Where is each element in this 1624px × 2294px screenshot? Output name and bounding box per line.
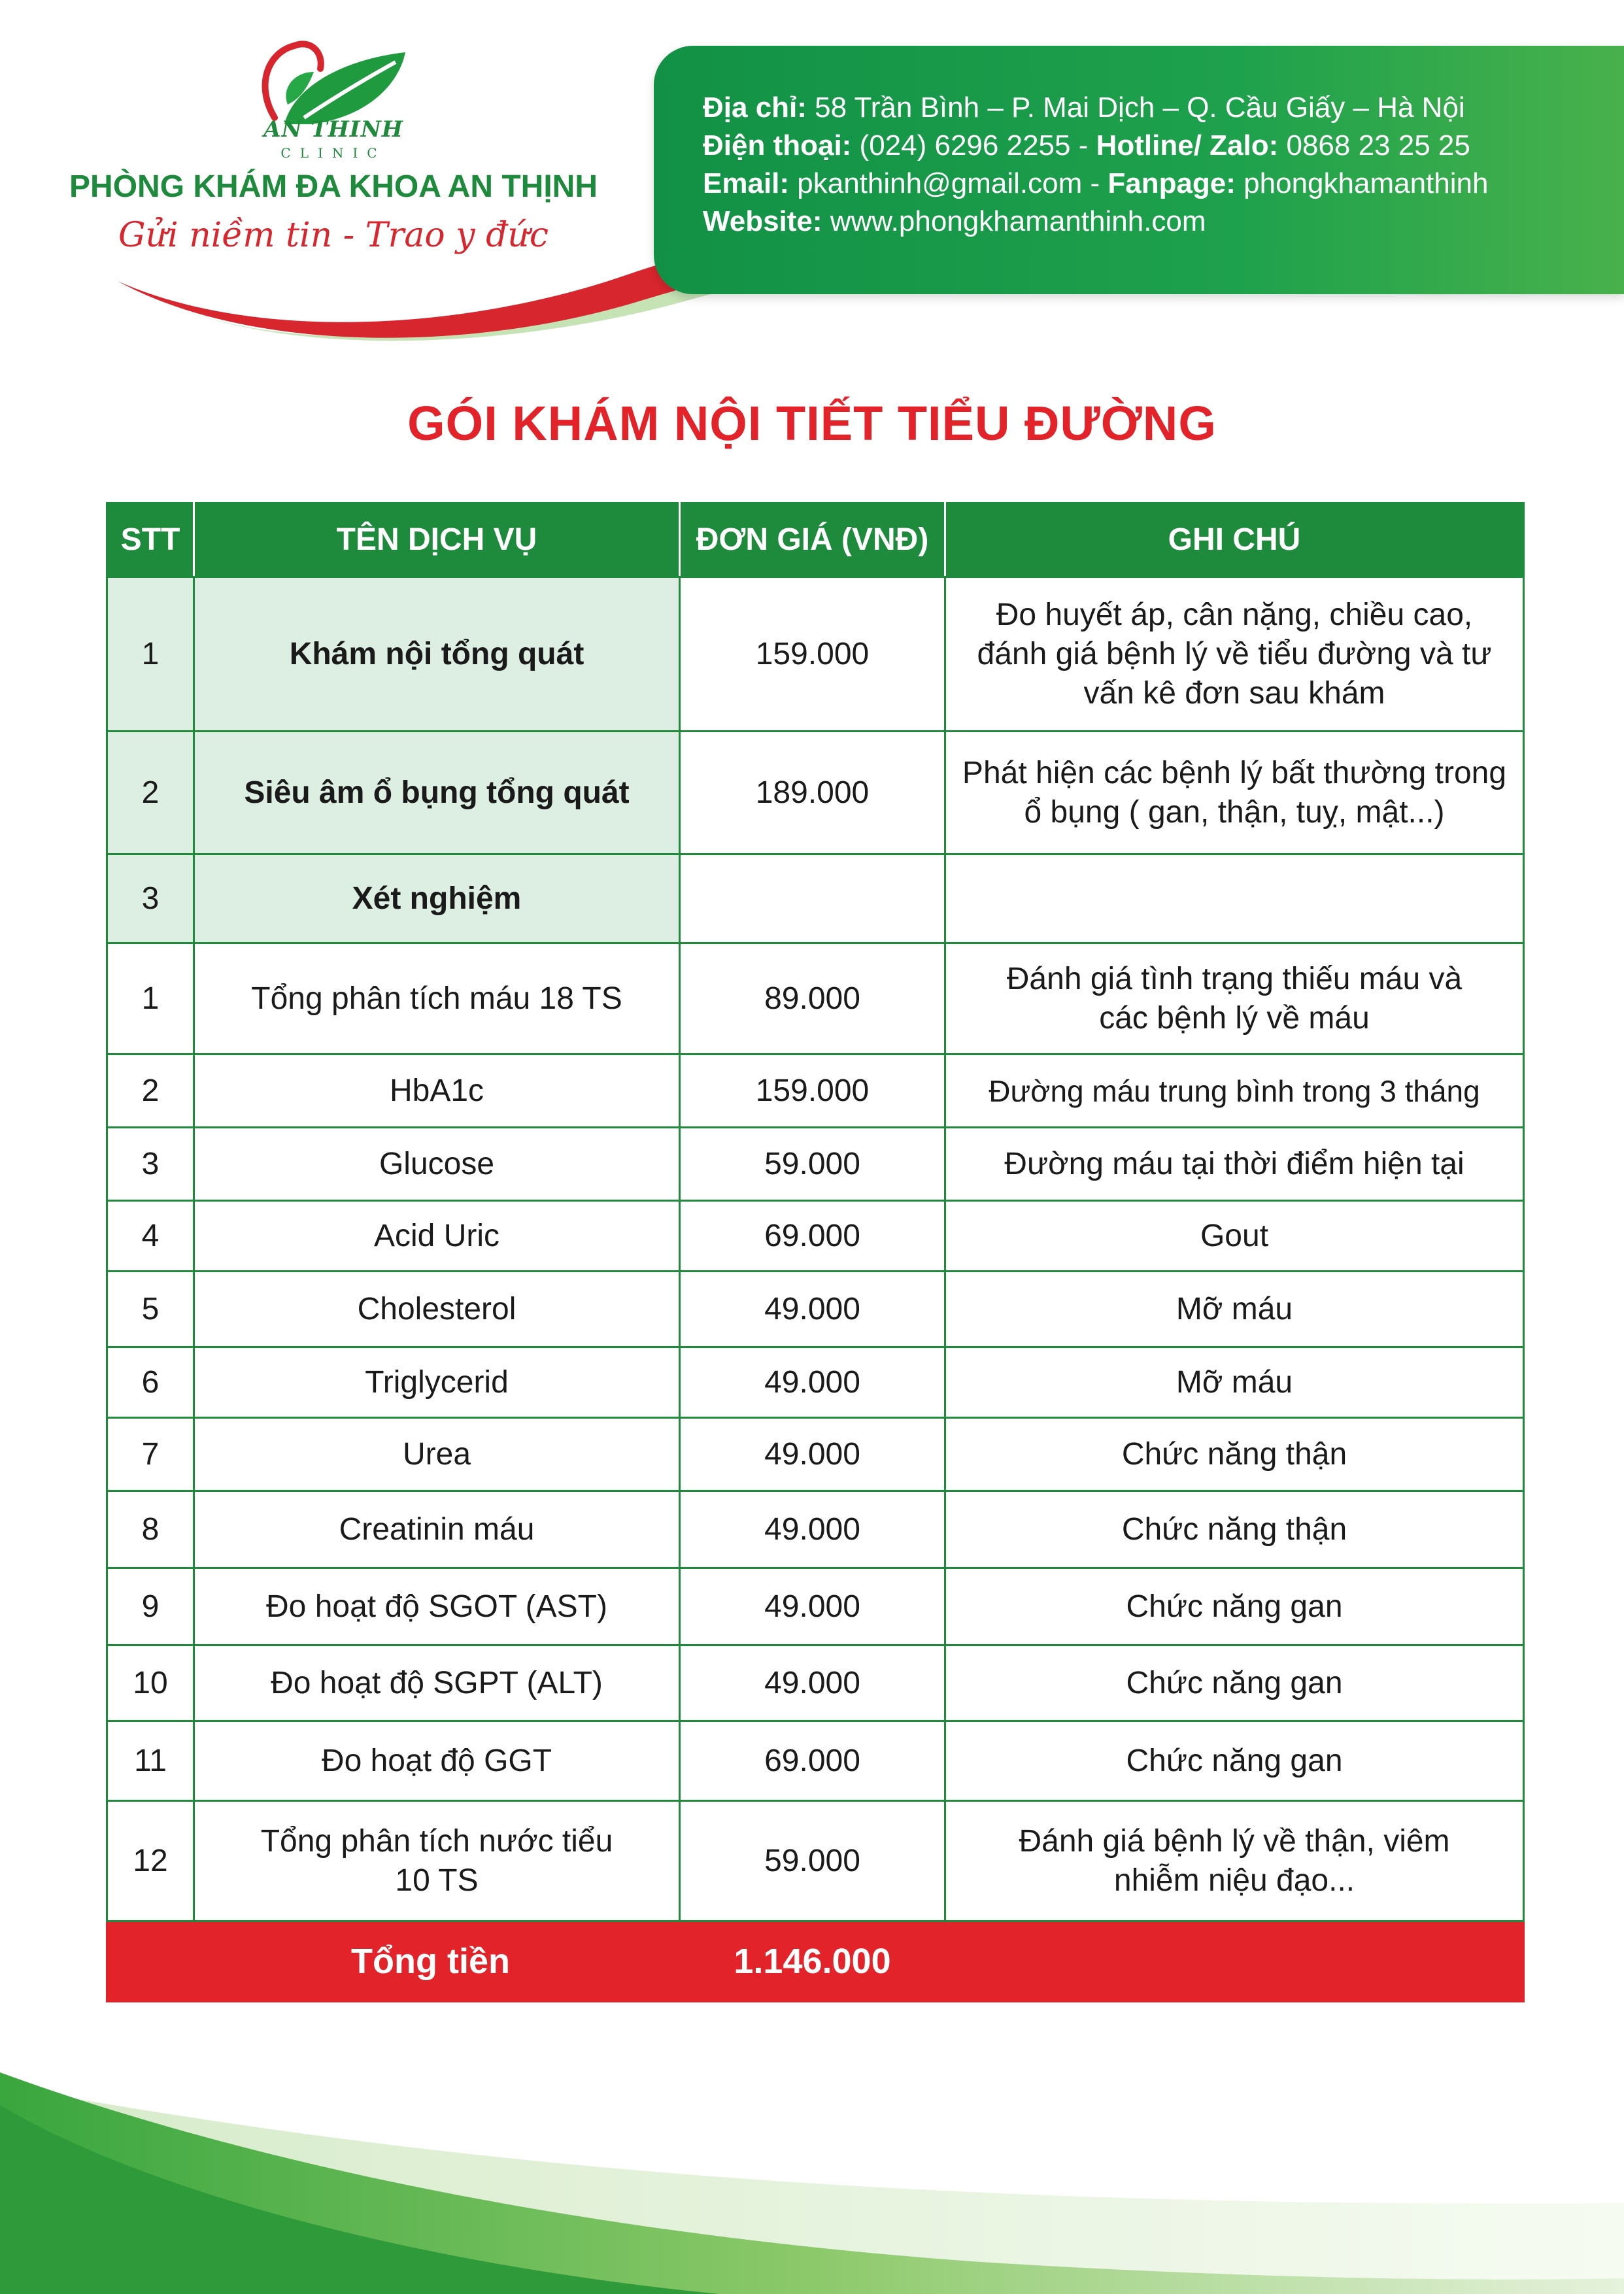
table-row <box>107 1801 1524 1921</box>
cell-price: 49.000 <box>680 1347 945 1418</box>
cell-note: Đo huyết áp, cân nặng, chiều cao, đánh giá bệnh lý về tiểu đường và tư vấn kê đơn sau khám <box>945 577 1524 732</box>
cell-service-name: Đo hoạt độ SGPT (ALT) <box>194 1645 680 1721</box>
cell-stt: 4 <box>107 1201 194 1272</box>
email-line <box>703 167 1488 200</box>
cell-note: Phát hiện các bệnh lý bất thường trong ổ bụng ( gan, thận, tuỵ, mật...) <box>945 732 1524 854</box>
table-row <box>107 1491 1524 1568</box>
cell-note <box>945 854 1524 943</box>
cell-price <box>680 854 945 943</box>
cell-stt: 2 <box>107 732 194 854</box>
header-note: GHI CHÚ <box>945 503 1524 577</box>
table-header-row <box>107 503 1524 577</box>
cell-note: Chức năng gan <box>945 1721 1524 1801</box>
cell-note: Đánh giá tình trạng thiếu máu và các bệnh lý về máu <box>945 943 1524 1054</box>
table-row <box>107 1054 1524 1128</box>
hotline-label: Hotline/ Zalo: <box>1096 129 1279 161</box>
phone-value: (024) 6296 2255 - <box>851 129 1096 161</box>
cell-service-name: Siêu âm ổ bụng tổng quát <box>194 732 680 854</box>
address-line <box>703 92 1465 124</box>
table-row <box>107 732 1524 854</box>
cell-note: Chức năng gan <box>945 1645 1524 1721</box>
total-label: Tổng tiền <box>107 1921 680 2002</box>
cell-service-name: Urea <box>194 1418 680 1491</box>
table-row <box>107 577 1524 732</box>
cell-note: Gout <box>945 1201 1524 1272</box>
address-label: Địa chỉ: <box>703 92 807 124</box>
cell-service-name: Đo hoạt độ SGOT (AST) <box>194 1568 680 1645</box>
cell-service-name: Khám nội tổng quát <box>194 577 680 732</box>
cell-price: 69.000 <box>680 1721 945 1801</box>
cell-stt: 8 <box>107 1491 194 1568</box>
cell-price: 159.000 <box>680 577 945 732</box>
cell-stt: 1 <box>107 943 194 1054</box>
cell-price: 159.000 <box>680 1054 945 1128</box>
cell-stt: 5 <box>107 1272 194 1347</box>
table-row <box>107 1645 1524 1721</box>
total-empty-cell <box>945 1921 1524 2002</box>
cell-stt: 6 <box>107 1347 194 1418</box>
website-label: Website: <box>703 205 822 237</box>
cell-stt: 3 <box>107 1128 194 1201</box>
cell-stt: 11 <box>107 1721 194 1801</box>
footer-wave-decoration <box>0 2014 1624 2294</box>
table-row <box>107 1721 1524 1801</box>
cell-stt: 10 <box>107 1645 194 1721</box>
cell-stt: 3 <box>107 854 194 943</box>
cell-service-name: HbA1c <box>194 1054 680 1128</box>
table-row <box>107 1347 1524 1418</box>
website-line <box>703 205 1206 238</box>
fanpage-value: phongkhamanthinh <box>1235 167 1489 199</box>
email-label: Email: <box>703 167 790 199</box>
table-row <box>107 1568 1524 1645</box>
cell-note: Chức năng thận <box>945 1418 1524 1491</box>
logo-text: AN THINH <box>263 116 403 143</box>
cell-service-name: Đo hoạt độ GGT <box>194 1721 680 1801</box>
cell-note: Đường máu trung bình trong 3 tháng <box>945 1054 1524 1128</box>
table-row <box>107 854 1524 943</box>
cell-price: 49.000 <box>680 1418 945 1491</box>
clinic-name: PHÒNG KHÁM ĐA KHOA AN THỊNH <box>69 169 598 204</box>
fanpage-label: Fanpage: <box>1108 167 1236 199</box>
table-row <box>107 1201 1524 1272</box>
cell-price: 189.000 <box>680 732 945 854</box>
service-price-table <box>106 502 1525 2002</box>
cell-price: 89.000 <box>680 943 945 1054</box>
logo-subtext: CLINIC <box>280 145 386 161</box>
cell-note: Mỡ máu <box>945 1347 1524 1418</box>
cell-service-name: Cholesterol <box>194 1272 680 1347</box>
cell-service-name: Glucose <box>194 1128 680 1201</box>
cell-note: Mỡ máu <box>945 1272 1524 1347</box>
cell-stt: 12 <box>107 1801 194 1921</box>
table-row <box>107 1272 1524 1347</box>
header-price: ĐƠN GIÁ (VNĐ) <box>680 503 945 577</box>
phone-label: Điện thoại: <box>703 129 852 161</box>
cell-note: Chức năng gan <box>945 1568 1524 1645</box>
cell-note: Đánh giá bệnh lý về thận, viêm nhiễm niệu đạo... <box>945 1801 1524 1921</box>
cell-price: 49.000 <box>680 1491 945 1568</box>
contact-info-box <box>654 46 1624 294</box>
cell-note: Đường máu tại thời điểm hiện tại <box>945 1128 1524 1201</box>
cell-stt: 7 <box>107 1418 194 1491</box>
cell-note: Chức năng thận <box>945 1491 1524 1568</box>
table-row <box>107 943 1524 1054</box>
cell-stt: 1 <box>107 577 194 732</box>
page-title: GÓI KHÁM NỘI TIẾT TIỂU ĐƯỜNG <box>407 396 1217 450</box>
cell-service-name: Triglycerid <box>194 1347 680 1418</box>
cell-price: 49.000 <box>680 1568 945 1645</box>
cell-service-name: Acid Uric <box>194 1201 680 1272</box>
phone-line <box>703 129 1470 162</box>
hotline-value: 0868 23 25 25 <box>1278 129 1470 161</box>
cell-stt: 9 <box>107 1568 194 1645</box>
cell-service-name: Creatinin máu <box>194 1491 680 1568</box>
cell-price: 59.000 <box>680 1128 945 1201</box>
table-row <box>107 1128 1524 1201</box>
table-row <box>107 1418 1524 1491</box>
cell-service-name: Tổng phân tích nước tiểu 10 TS <box>194 1801 680 1921</box>
cell-price: 59.000 <box>680 1801 945 1921</box>
email-value: pkanthinh@gmail.com - <box>789 167 1108 199</box>
cell-price: 49.000 <box>680 1645 945 1721</box>
clinic-slogan: Gửi niềm tin - Trao y đức <box>118 216 549 255</box>
total-value: 1.146.000 <box>680 1921 945 2002</box>
address-value: 58 Trần Bình – P. Mai Dịch – Q. Cầu Giấy – Hà Nội <box>806 92 1465 124</box>
header-service-name: TÊN DỊCH VỤ <box>194 503 680 577</box>
cell-price: 49.000 <box>680 1272 945 1347</box>
cell-price: 69.000 <box>680 1201 945 1272</box>
cell-service-name: Xét nghiệm <box>194 854 680 943</box>
total-row <box>107 1921 1524 2002</box>
header-stt: STT <box>107 503 194 577</box>
cell-stt: 2 <box>107 1054 194 1128</box>
cell-service-name: Tổng phân tích máu 18 TS <box>194 943 680 1054</box>
website-value: www.phongkhamanthinh.com <box>822 205 1206 237</box>
